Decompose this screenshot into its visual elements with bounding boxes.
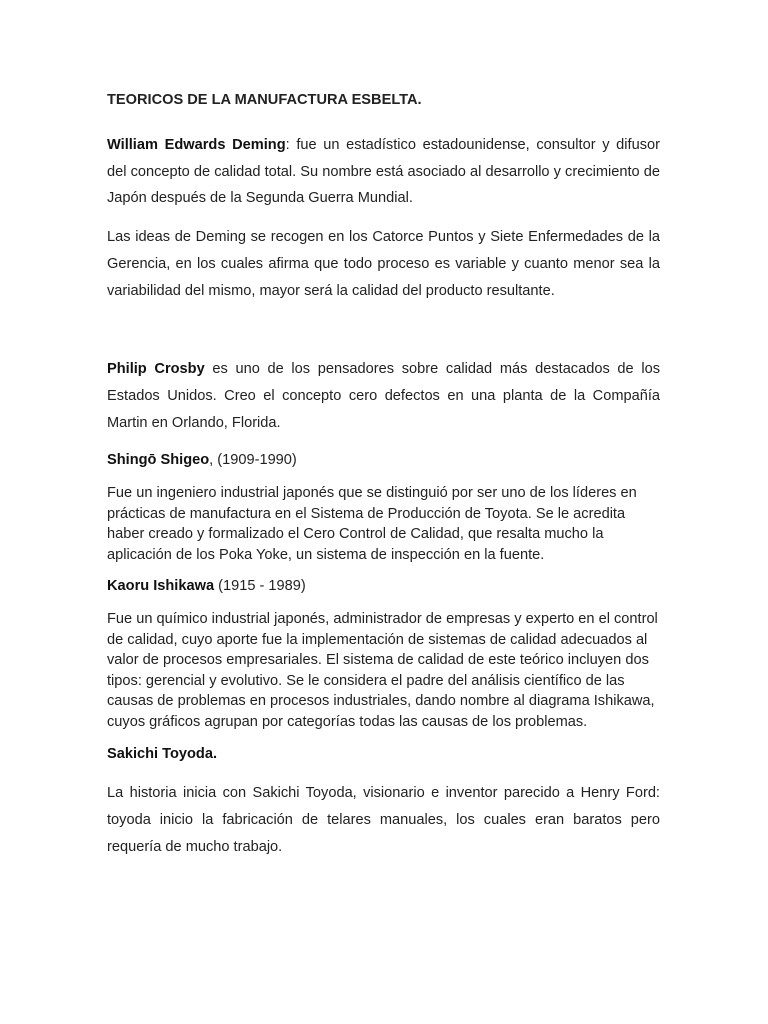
ishikawa-name: Kaoru Ishikawa	[107, 578, 215, 595]
crosby-name: Philip Crosby	[107, 361, 205, 378]
shingo-dates: , (1909-1990)	[209, 452, 297, 469]
deming-text: : fue un estadístico estadounidense, consultor y difusor del concepto de calidad total. Su nombre está asociado al desarrollo y crecimiento de Japón después de la Segunda Guerra Mundial.	[107, 137, 660, 207]
shingo-heading	[107, 450, 660, 470]
toyoda-heading	[107, 744, 660, 764]
toyoda-paragraph: La historia inicia con Sakichi Toyoda, visionario e inventor parecido a Henry Ford: toyoda inicio la fabricación de telares manuales, los cuales eran baratos pero requería de mucho trabajo.	[107, 785, 660, 855]
ishikawa-heading	[107, 576, 660, 596]
document-title: TEORICOS DE LA MANUFACTURA ESBELTA.	[107, 92, 422, 108]
deming-ideas-paragraph: Las ideas de Deming se recogen en los Catorce Puntos y Siete Enfermedades de la Gerencia, en los cuales afirma que todo proceso es variable y cuanto menor sea la variabilidad del mismo, mayor será la calidad del producto resultante.	[107, 229, 660, 299]
deming-name: William Edwards Deming	[107, 137, 286, 153]
crosby-paragraph	[107, 356, 660, 436]
document-page	[107, 90, 660, 860]
ishikawa-dates: (1915 - 1989)	[214, 578, 306, 595]
ishikawa-paragraph: Fue un químico industrial japonés, administrador de empresas y experto en el control de calidad, cuyo aporte fue la implementación de sistemas de calidad adecuados al valor de procesos empresariales. El sistema de calidad de este teórico incluyen dos tipos: gerencial y evolutivo. Se le considera el padre del análisis científico de las causas de problemas en procesos industriales, dando nombre al diagrama Ishikawa, cuyos gráficos agrupan por categorías todas las causas de los problemas.	[107, 611, 658, 730]
shingo-paragraph: Fue un ingeniero industrial japonés que se distinguió por ser uno de los líderes en prácticas de manufactura en el Sistema de Producción de Toyota. Se le acredita haber creado y formalizado el Cero Control de Calidad, que resalta mucho la aplicación de los Poka Yoke, un sistema de inspección en la fuente.	[107, 485, 637, 563]
toyoda-name: Sakichi Toyoda.	[107, 746, 218, 763]
deming-paragraph	[107, 132, 660, 212]
crosby-text: es uno de los pensadores sobre calidad más destacados de los Estados Unidos. Creo el concepto cero defectos en una planta de la Compañía Martin en Orlando, Florida.	[107, 361, 661, 431]
shingo-name: Shingō Shigeo	[107, 452, 210, 469]
